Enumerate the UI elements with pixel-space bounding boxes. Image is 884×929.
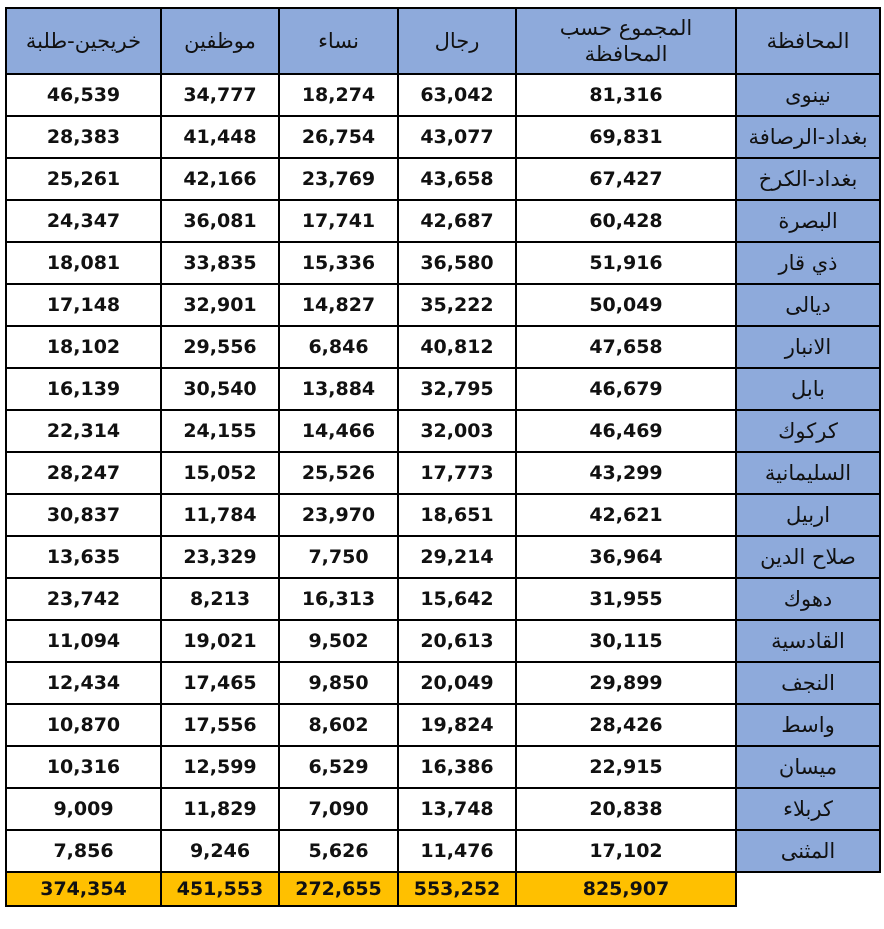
governorate-total-cell[interactable]: 81,316 — [516, 74, 736, 116]
men-cell[interactable]: 35,222 — [398, 284, 516, 326]
total-women-cell[interactable]: 272,655 — [279, 872, 398, 906]
header-governorate[interactable]: المحافظة — [736, 8, 880, 74]
governorate-name-cell[interactable]: ميسان — [736, 746, 880, 788]
table-row — [6, 830, 880, 872]
graduates-cell[interactable]: 13,635 — [6, 536, 161, 578]
employees-cell[interactable]: 17,556 — [161, 704, 279, 746]
governorate-name-cell[interactable]: كربلاء — [736, 788, 880, 830]
men-cell[interactable]: 43,658 — [398, 158, 516, 200]
men-cell[interactable]: 13,748 — [398, 788, 516, 830]
header-graduates-students[interactable]: خريجين-طلبة — [6, 8, 161, 74]
header-men[interactable]: رجال — [398, 8, 516, 74]
governorate-name-cell[interactable]: نينوى — [736, 74, 880, 116]
graduates-cell[interactable]: 18,102 — [6, 326, 161, 368]
women-cell[interactable]: 26,754 — [279, 116, 398, 158]
men-cell[interactable]: 32,003 — [398, 410, 516, 452]
women-cell[interactable]: 15,336 — [279, 242, 398, 284]
graduates-cell[interactable]: 28,247 — [6, 452, 161, 494]
women-cell[interactable]: 5,626 — [279, 830, 398, 872]
governorate-total-cell[interactable]: 50,049 — [516, 284, 736, 326]
governorate-total-cell[interactable]: 43,299 — [516, 452, 736, 494]
header-women[interactable]: نساء — [279, 8, 398, 74]
total-employees-cell[interactable]: 451,553 — [161, 872, 279, 906]
table-row — [6, 242, 880, 284]
governorate-total-cell[interactable]: 60,428 — [516, 200, 736, 242]
women-cell[interactable]: 6,529 — [279, 746, 398, 788]
governorate-statistics-table — [5, 7, 881, 907]
women-cell[interactable]: 16,313 — [279, 578, 398, 620]
men-cell[interactable]: 20,049 — [398, 662, 516, 704]
table-row — [6, 494, 880, 536]
men-cell[interactable]: 18,651 — [398, 494, 516, 536]
employees-cell[interactable]: 24,155 — [161, 410, 279, 452]
header-row — [6, 8, 880, 74]
graduates-cell[interactable]: 16,139 — [6, 368, 161, 410]
men-cell[interactable]: 40,812 — [398, 326, 516, 368]
employees-cell[interactable]: 12,599 — [161, 746, 279, 788]
governorate-total-cell[interactable]: 20,838 — [516, 788, 736, 830]
men-cell[interactable]: 19,824 — [398, 704, 516, 746]
governorate-name-cell[interactable]: دهوك — [736, 578, 880, 620]
men-cell[interactable]: 20,613 — [398, 620, 516, 662]
table-row — [6, 158, 880, 200]
governorate-total-cell[interactable]: 46,679 — [516, 368, 736, 410]
women-cell[interactable]: 6,846 — [279, 326, 398, 368]
men-cell[interactable]: 11,476 — [398, 830, 516, 872]
table-row — [6, 746, 880, 788]
employees-cell[interactable]: 33,835 — [161, 242, 279, 284]
employees-cell[interactable]: 29,556 — [161, 326, 279, 368]
governorate-total-cell[interactable]: 22,915 — [516, 746, 736, 788]
graduates-cell[interactable]: 10,870 — [6, 704, 161, 746]
governorate-name-cell[interactable]: بابل — [736, 368, 880, 410]
governorate-total-cell[interactable]: 28,426 — [516, 704, 736, 746]
women-cell[interactable]: 25,526 — [279, 452, 398, 494]
women-cell[interactable]: 9,502 — [279, 620, 398, 662]
men-cell[interactable]: 17,773 — [398, 452, 516, 494]
men-cell[interactable]: 29,214 — [398, 536, 516, 578]
graduates-cell[interactable]: 25,261 — [6, 158, 161, 200]
graduates-cell[interactable]: 22,314 — [6, 410, 161, 452]
men-cell[interactable]: 32,795 — [398, 368, 516, 410]
graduates-cell[interactable]: 46,539 — [6, 74, 161, 116]
governorate-name-cell[interactable]: النجف — [736, 662, 880, 704]
employees-cell[interactable]: 15,052 — [161, 452, 279, 494]
graduates-cell[interactable]: 10,316 — [6, 746, 161, 788]
governorate-total-cell[interactable]: 47,658 — [516, 326, 736, 368]
graduates-cell[interactable]: 17,148 — [6, 284, 161, 326]
graduates-cell[interactable]: 11,094 — [6, 620, 161, 662]
governorate-total-cell[interactable]: 31,955 — [516, 578, 736, 620]
governorate-total-cell[interactable]: 42,621 — [516, 494, 736, 536]
employees-cell[interactable]: 19,021 — [161, 620, 279, 662]
governorate-total-cell[interactable]: 46,469 — [516, 410, 736, 452]
men-cell[interactable]: 15,642 — [398, 578, 516, 620]
table-row — [6, 74, 880, 116]
total-graduates-cell[interactable]: 374,354 — [6, 872, 161, 906]
employees-cell[interactable]: 11,829 — [161, 788, 279, 830]
governorate-name-cell[interactable]: المثنى — [736, 830, 880, 872]
graduates-cell[interactable]: 23,742 — [6, 578, 161, 620]
header-total-by-governorate[interactable]: المجموع حسب المحافظة — [516, 8, 736, 74]
table-row — [6, 326, 880, 368]
women-cell[interactable]: 14,827 — [279, 284, 398, 326]
governorate-total-cell[interactable]: 69,831 — [516, 116, 736, 158]
women-cell[interactable]: 23,769 — [279, 158, 398, 200]
table-row — [6, 452, 880, 494]
women-cell[interactable]: 23,970 — [279, 494, 398, 536]
women-cell[interactable]: 9,850 — [279, 662, 398, 704]
table-row — [6, 578, 880, 620]
graduates-cell[interactable]: 18,081 — [6, 242, 161, 284]
graduates-cell[interactable]: 30,837 — [6, 494, 161, 536]
table-row — [6, 368, 880, 410]
table-row — [6, 704, 880, 746]
women-cell[interactable]: 13,884 — [279, 368, 398, 410]
governorate-name-cell[interactable]: صلاح الدين — [736, 536, 880, 578]
women-cell[interactable]: 18,274 — [279, 74, 398, 116]
employees-cell[interactable]: 42,166 — [161, 158, 279, 200]
governorate-name-cell[interactable]: واسط — [736, 704, 880, 746]
women-cell[interactable]: 17,741 — [279, 200, 398, 242]
employees-cell[interactable]: 8,213 — [161, 578, 279, 620]
men-cell[interactable]: 63,042 — [398, 74, 516, 116]
governorate-total-cell[interactable]: 51,916 — [516, 242, 736, 284]
governorate-total-cell[interactable]: 17,102 — [516, 830, 736, 872]
employees-cell[interactable]: 34,777 — [161, 74, 279, 116]
table-row — [6, 200, 880, 242]
governorate-name-cell[interactable]: ديالى — [736, 284, 880, 326]
header-employees[interactable]: موظفين — [161, 8, 279, 74]
men-cell[interactable]: 16,386 — [398, 746, 516, 788]
employees-cell[interactable]: 32,901 — [161, 284, 279, 326]
graduates-cell[interactable]: 7,856 — [6, 830, 161, 872]
table-row — [6, 788, 880, 830]
governorate-total-cell[interactable]: 67,427 — [516, 158, 736, 200]
employees-cell[interactable]: 41,448 — [161, 116, 279, 158]
table-row — [6, 662, 880, 704]
table-row — [6, 116, 880, 158]
table-row — [6, 410, 880, 452]
graduates-cell[interactable]: 28,383 — [6, 116, 161, 158]
employees-cell[interactable]: 17,465 — [161, 662, 279, 704]
governorate-name-cell[interactable]: ذي قار — [736, 242, 880, 284]
totals-row — [6, 872, 880, 906]
employees-cell[interactable]: 30,540 — [161, 368, 279, 410]
governorate-name-cell[interactable]: السليمانية — [736, 452, 880, 494]
table-row — [6, 284, 880, 326]
graduates-cell[interactable]: 12,434 — [6, 662, 161, 704]
governorate-name-cell[interactable]: البصرة — [736, 200, 880, 242]
governorate-name-cell[interactable]: القادسية — [736, 620, 880, 662]
governorate-name-cell[interactable]: بغداد-الكرخ — [736, 158, 880, 200]
total-men-cell[interactable]: 553,252 — [398, 872, 516, 906]
employees-cell[interactable]: 11,784 — [161, 494, 279, 536]
table-row — [6, 620, 880, 662]
men-cell[interactable]: 43,077 — [398, 116, 516, 158]
graduates-cell[interactable]: 24,347 — [6, 200, 161, 242]
governorate-name-cell[interactable]: اربيل — [736, 494, 880, 536]
employees-cell[interactable]: 23,329 — [161, 536, 279, 578]
grand-total-cell[interactable]: 825,907 — [516, 872, 736, 906]
governorate-name-cell[interactable]: الانبار — [736, 326, 880, 368]
table-row — [6, 536, 880, 578]
governorate-name-cell[interactable]: بغداد-الرصافة — [736, 116, 880, 158]
governorate-total-cell[interactable]: 29,899 — [516, 662, 736, 704]
employees-cell[interactable]: 36,081 — [161, 200, 279, 242]
employees-cell[interactable]: 9,246 — [161, 830, 279, 872]
graduates-cell[interactable]: 9,009 — [6, 788, 161, 830]
women-cell[interactable]: 14,466 — [279, 410, 398, 452]
men-cell[interactable]: 36,580 — [398, 242, 516, 284]
women-cell[interactable]: 7,750 — [279, 536, 398, 578]
governorate-name-cell[interactable]: كركوك — [736, 410, 880, 452]
women-cell[interactable]: 7,090 — [279, 788, 398, 830]
women-cell[interactable]: 8,602 — [279, 704, 398, 746]
governorate-total-cell[interactable]: 30,115 — [516, 620, 736, 662]
governorate-total-cell[interactable]: 36,964 — [516, 536, 736, 578]
men-cell[interactable]: 42,687 — [398, 200, 516, 242]
empty-cell[interactable] — [736, 872, 880, 906]
